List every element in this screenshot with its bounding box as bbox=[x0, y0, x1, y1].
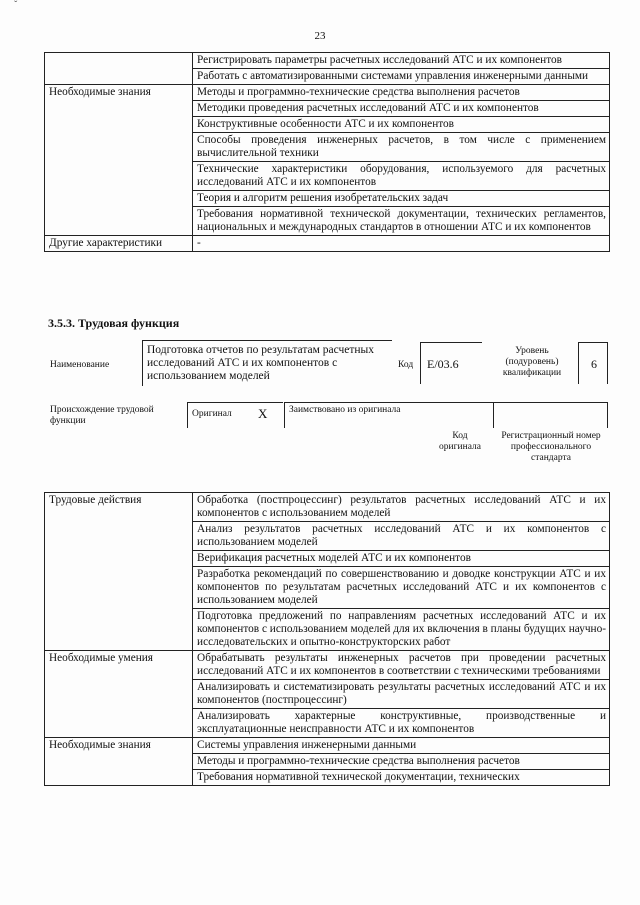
code-box bbox=[420, 342, 482, 384]
name-label: Наименование bbox=[50, 360, 110, 370]
row-category: Трудовые действия bbox=[45, 493, 193, 651]
row-description: Конструктивные особенности АТС и их компонентов bbox=[193, 117, 610, 133]
row-description: Требования нормативной технической документации, технических bbox=[193, 770, 610, 786]
code-value: E/03.6 bbox=[427, 357, 459, 371]
row-description: Теория и алгоритм решения изобретательских задач bbox=[193, 191, 610, 207]
row-category: Необходимые знания bbox=[45, 738, 193, 786]
skills-knowledge-table bbox=[44, 52, 610, 252]
original-box bbox=[187, 402, 283, 428]
row-category: Необходимые умения bbox=[45, 651, 193, 738]
code-original-label: Код оригинала bbox=[439, 431, 481, 452]
row-description: Работать с автоматизированными системами управления инженерными данными bbox=[193, 69, 610, 85]
original-label: Оригинал bbox=[192, 409, 232, 419]
section-title: 3.5.3. Трудовая функция bbox=[48, 316, 180, 330]
row-description: Разработка рекомендаций по совершенствованию и доводке конструкции АТС и их компонентов по результатам расчетных исследований АТС и их компонентов с использованием моделей bbox=[193, 567, 610, 609]
row-description: Обрабатывать результаты инженерных расчетов при проведении расчетных исследований АТС и их компонентов в соответствии с техническими требованиями bbox=[193, 651, 610, 680]
origin-label: Происхождение трудовой функции bbox=[50, 405, 154, 426]
borrowed-label: Заимствовано из оригинала bbox=[289, 405, 401, 415]
table-row bbox=[45, 236, 610, 252]
code-label: Код bbox=[398, 360, 414, 370]
table-row bbox=[45, 651, 610, 680]
row-description: Анализировать и систематизировать результаты расчетных исследований АТС и их компонентов (постпроцессинг) bbox=[193, 680, 610, 709]
row-description: Анализ результатов расчетных исследований АТС и их компонентов с использованием моделей bbox=[193, 522, 610, 551]
row-description: Методы и программно-технические средства выполнения расчетов bbox=[193, 85, 610, 101]
level-box bbox=[578, 342, 608, 384]
table-row bbox=[45, 53, 610, 69]
level-label: Уровень (подуровень) квалификации bbox=[502, 346, 562, 378]
function-name-value: Подготовка отчетов по результатам расчетных исследований АТС и их компонентов с использованием моделей bbox=[147, 344, 375, 382]
row-description: Анализировать характерные конструктивные, производственные и эксплуатационные неисправности АТС и их компонентов bbox=[193, 709, 610, 738]
registration-box bbox=[494, 402, 608, 428]
row-category: Необходимые знания bbox=[45, 85, 193, 236]
row-description: Подготовка предложений по направлениям расчетных исследований АТС и их компонентов с использованием моделей для их включения в планы будущих научно-исследовательских и опытно-конструкторских работ bbox=[193, 609, 610, 651]
row-description: Методы и программно-технические средства выполнения расчетов bbox=[193, 754, 610, 770]
level-value: 6 bbox=[591, 357, 597, 371]
row-description: Верификация расчетных моделей АТС и их компонентов bbox=[193, 551, 610, 567]
function-name-box bbox=[142, 340, 392, 386]
registration-number-label: Регистрационный номер профессионального стандарта bbox=[501, 431, 601, 463]
row-description: Технические характеристики оборудования, используемого для расчетных исследований АТС и их компонентов bbox=[193, 162, 610, 191]
table-row bbox=[45, 738, 610, 754]
table-row bbox=[45, 493, 610, 522]
corner-mark: ˇ bbox=[14, 0, 18, 11]
row-description: Регистрировать параметры расчетных исследований АТС и их компонентов bbox=[193, 53, 610, 69]
row-description: Требования нормативной технической документации, технических регламентов, национальных и международных стандартов в отношении АТС и их компонентов bbox=[193, 207, 610, 236]
row-category bbox=[45, 53, 193, 85]
labor-actions-table bbox=[44, 492, 610, 786]
original-mark: X bbox=[258, 406, 268, 421]
borrowed-box bbox=[284, 402, 494, 428]
row-description: Способы проведения инженерных расчетов, в том числе с применением вычислительной техники bbox=[193, 133, 610, 162]
row-category: Другие характеристики bbox=[45, 236, 193, 252]
row-description: Методики проведения расчетных исследований АТС и их компонентов bbox=[193, 101, 610, 117]
page-number: 23 bbox=[314, 30, 326, 42]
row-description: - bbox=[193, 236, 610, 252]
table-row bbox=[45, 85, 610, 101]
row-description: Обработка (постпроцессинг) результатов расчетных исследований АТС и их компонентов с использованием моделей bbox=[193, 493, 610, 522]
row-description: Системы управления инженерными данными bbox=[193, 738, 610, 754]
